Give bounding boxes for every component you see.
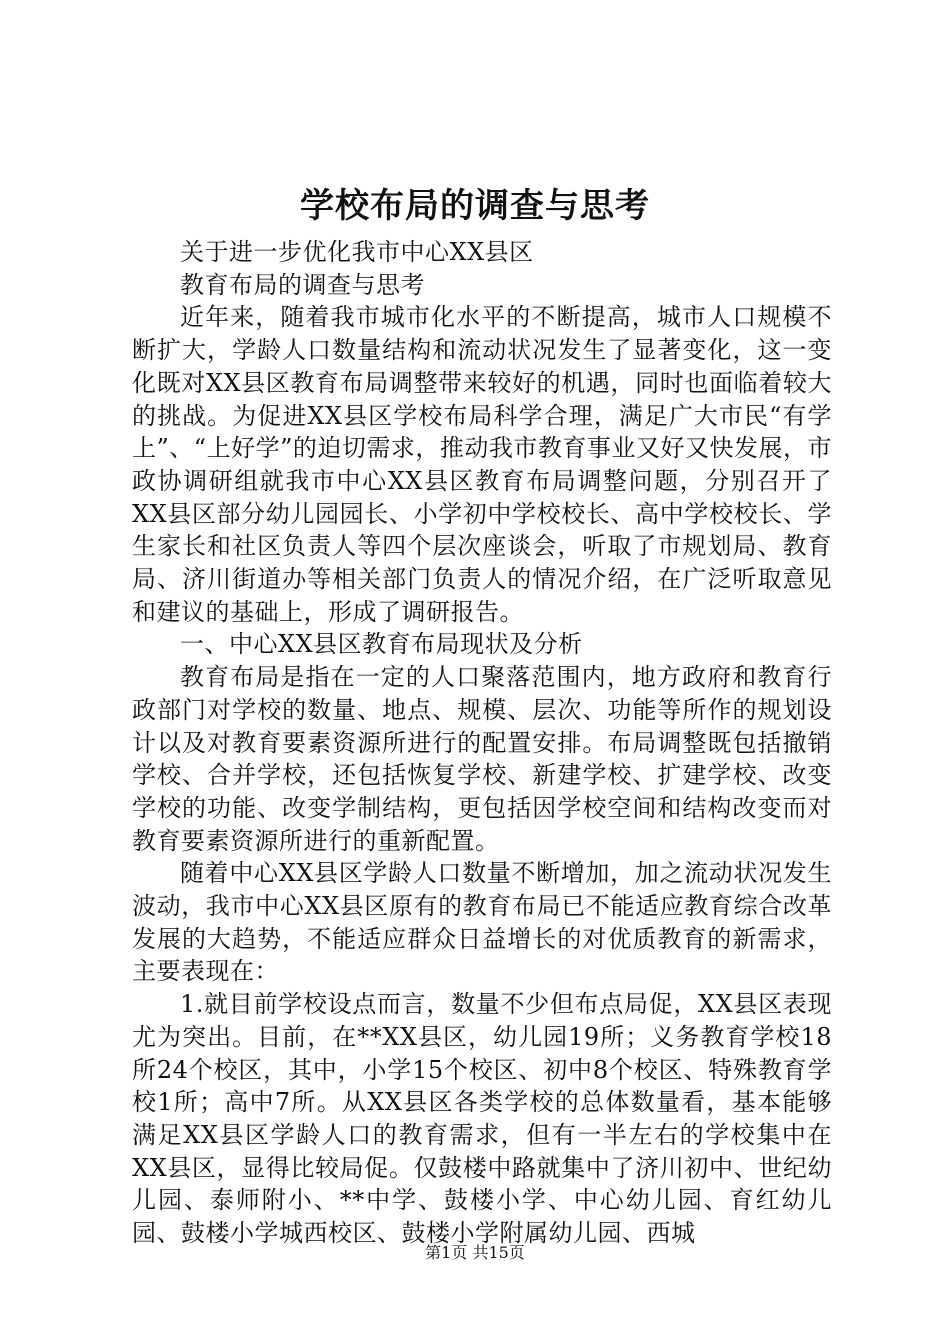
paragraph-intro: 近年来，随着我市城市化水平的不断提高，城市人口规模不断扩大，学龄人口数量结构和流动状况发生了显著变化，这一变化既对XX县区教育布局调整带来较好的机遇，同时也面临着较大的挑战。为促进XX县区学校布局科学合理，满足广大市民“有学上”、“上好学”的迫切需求，推动我市教育事业又好又快发展，市政协调研组就我市中心XX县区教育布局调整问题，分别召开了XX县区部分幼儿园园长、小学初中学校校长、高中学校校长、学生家长和社区负责人等四个层次座谈会，听取了市规划局、教育局、济川街道办等相关部门负责人的情况介绍，在广泛听取意见和建议的基础上，形成了调研报告。 xyxy=(132,303,832,626)
paragraph-definition: 教育布局是指在一定的人口聚落范围内，地方政府和教育行政部门对学校的数量、地点、规模、层次、功能等所作的规划设计以及对教育要素资源所进行的配置安排。布局调整既包括撤销学校、合并学校，还包括恢复学校、新建学校、扩建学校、改变学校的功能、改变学制结构，更包括因学校空间和结构改变而对教育要素资源所进行的重新配置。 xyxy=(132,663,832,855)
subtitle-line-1: 关于进一步优化我市中心XX县区 xyxy=(180,238,534,266)
document-body xyxy=(132,236,832,1250)
paragraph-status: 随着中心XX县区学龄人口数量不断增加，加之流动状况发生波动，我市中心XX县区原有的教育布局已不能适应教育综合改革发展的大趋势，不能适应群众日益增长的对优质教育的新需求，主要表现在： xyxy=(132,859,832,986)
paragraph-point-1: 1.就目前学校设点而言，数量不少但布点局促，XX县区表现尤为突出。目前，在**XX县区，幼儿园19所；义务教育学校18所24个校区，其中，小学15个校区、初中8个校区、特殊教育学校1所；高中7所。从XX县区各类学校的总体数量看，基本能够满足XX县区学龄人口的教育需求，但有一半左右的学校集中在XX县区，显得比较局促。仅鼓楼中路就集中了济川初中、世纪幼儿园、泰师附小、**中学、鼓楼小学、中心幼儿园、育红幼儿园、鼓楼小学城西校区、鼓楼小学附属幼儿园、西城 xyxy=(132,990,832,1248)
page-footer: 第1页 共15页 xyxy=(425,1243,525,1262)
document-title: 学校布局的调查与思考 xyxy=(300,186,650,226)
section-heading-1: 一、中心XX县区教育布局现状及分析 xyxy=(180,630,583,659)
subtitle-line-2: 教育布局的调查与思考 xyxy=(180,270,425,299)
